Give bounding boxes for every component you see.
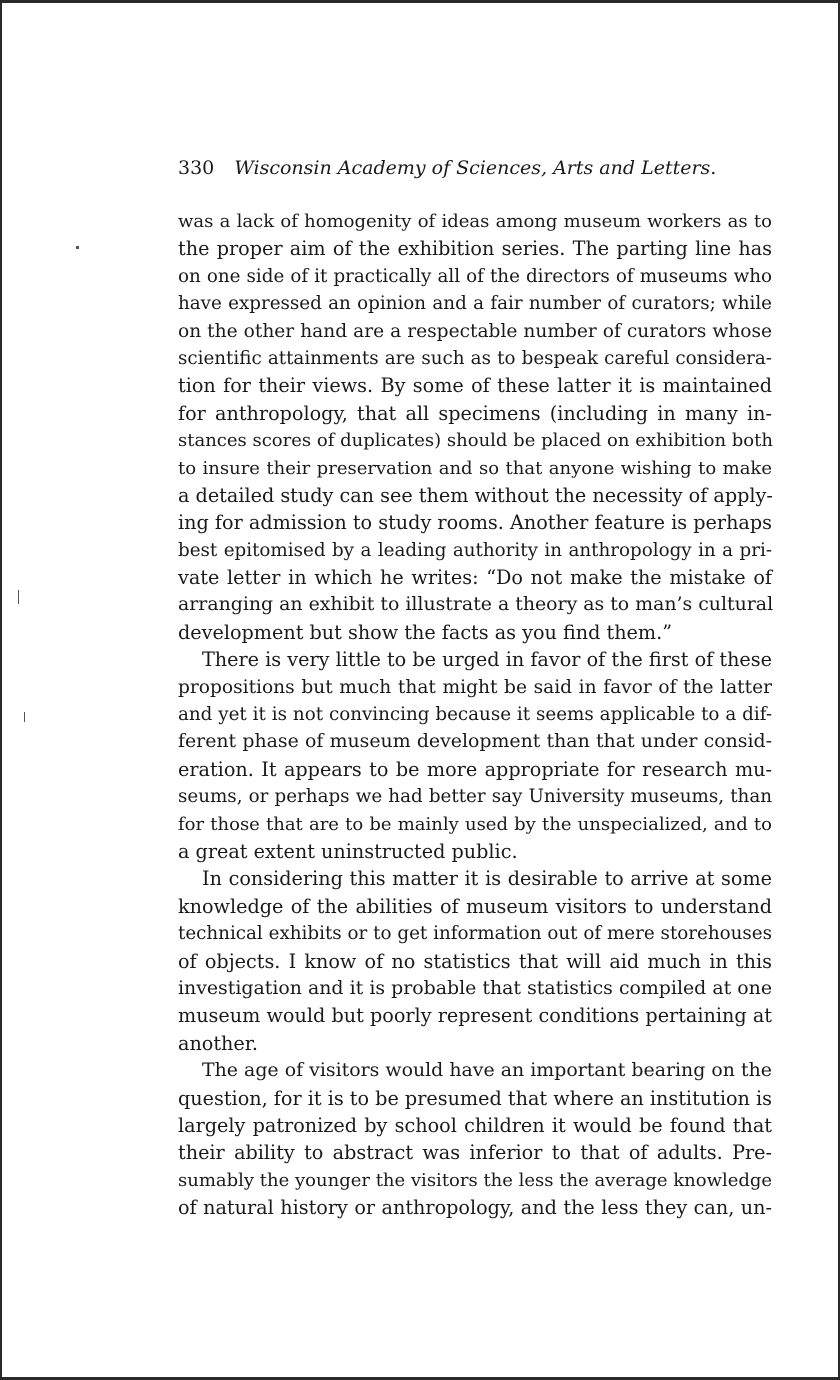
text-line: The age of visitors would have an important bearing on the xyxy=(202,1059,772,1082)
text-line: was a lack of homogenity of ideas among museum workers as to xyxy=(178,211,772,232)
scan-speck xyxy=(76,246,79,249)
text-line: museum would but poorly represent conditions pertaining at xyxy=(178,1004,772,1028)
text-line: ing for admission to study rooms. Another feature is perhaps xyxy=(178,511,772,535)
text-line: sumably the younger the visitors the less the average knowledge xyxy=(178,1169,773,1191)
scan-speck xyxy=(24,712,25,722)
text-line: technical exhibits or to get information out of mere storehouses xyxy=(178,923,772,945)
text-line: scientific attainments are such as to bespeak careful considera- xyxy=(178,347,772,369)
text-line: arranging an exhibit to illustrate a theory as to man’s cultural xyxy=(178,593,774,616)
text-line: another. xyxy=(178,1031,258,1055)
text-line: to insure their preservation and so that anyone wishing to make xyxy=(178,457,772,479)
text-line: stances scores of duplicates) should be placed on exhibition both xyxy=(178,430,773,452)
text-line: for anthropology, that all specimens (including in many in- xyxy=(178,401,772,425)
text-line: largely patronized by school children it would be found that xyxy=(178,1113,772,1137)
text-line: propositions but much that might be said in favor of the latter xyxy=(178,676,772,698)
scan-speck xyxy=(18,590,19,604)
text-line: have expressed an opinion and a fair number of curators; while xyxy=(178,293,772,315)
text-line: vate letter in which he writes: “Do not make the mistake of xyxy=(178,566,772,590)
running-head xyxy=(178,156,772,180)
text-line: of natural history or anthropology, and the less they can, un- xyxy=(178,1196,772,1220)
text-line: best epitomised by a leading authority in anthropology in a pri- xyxy=(178,539,772,561)
text-line: question, for it is to be presumed that where an institution is xyxy=(178,1086,772,1110)
paragraph xyxy=(178,1057,772,1221)
text-line: investigation and it is probable that statistics compiled at one xyxy=(178,976,772,999)
text-line: the proper aim of the exhibition series. The parting line has xyxy=(178,237,772,261)
text-line: There is very little to be urged in favor of the first of these xyxy=(202,648,772,672)
text-line: their ability to abstract was inferior to that of adults. Pre- xyxy=(178,1141,772,1165)
body-text xyxy=(178,208,772,1221)
paragraph xyxy=(178,646,772,865)
text-line: knowledge of the abilities of museum visitors to understand xyxy=(178,894,772,918)
text-line: for those that are to be mainly used by the unspecialized, and to xyxy=(178,813,772,835)
text-line: ferent phase of museum development than that under consid- xyxy=(178,730,772,753)
text-line: of objects. I know of no statistics that will aid much in this xyxy=(178,949,772,973)
paragraph xyxy=(178,865,772,1057)
text-line: eration. It appears to be more appropriate for research mu- xyxy=(178,757,772,781)
paragraph xyxy=(178,208,772,646)
text-line: In considering this matter it is desirable to arrive at some xyxy=(202,867,772,891)
text-line: development but show the facts as you find them.” xyxy=(178,620,673,644)
text-line: and yet it is not convincing because it seems applicable to a dif- xyxy=(178,704,772,726)
text-line: on the other hand are a respectable number of curators whose xyxy=(178,320,772,342)
text-line: tion for their views. By some of these latter it is maintained xyxy=(178,374,772,398)
journal-title: Wisconsin Academy of Sciences, Arts and Letters. xyxy=(234,157,717,179)
text-line: on one side of it practically all of the directors of museums who xyxy=(178,265,772,287)
page-number: 330 xyxy=(178,157,215,179)
text-line: a great extent uninstructed public. xyxy=(178,839,518,863)
text-line: seums, or perhaps we had better say University museums, than xyxy=(178,786,772,808)
text-line: a detailed study can see them without the necessity of apply- xyxy=(178,483,773,507)
